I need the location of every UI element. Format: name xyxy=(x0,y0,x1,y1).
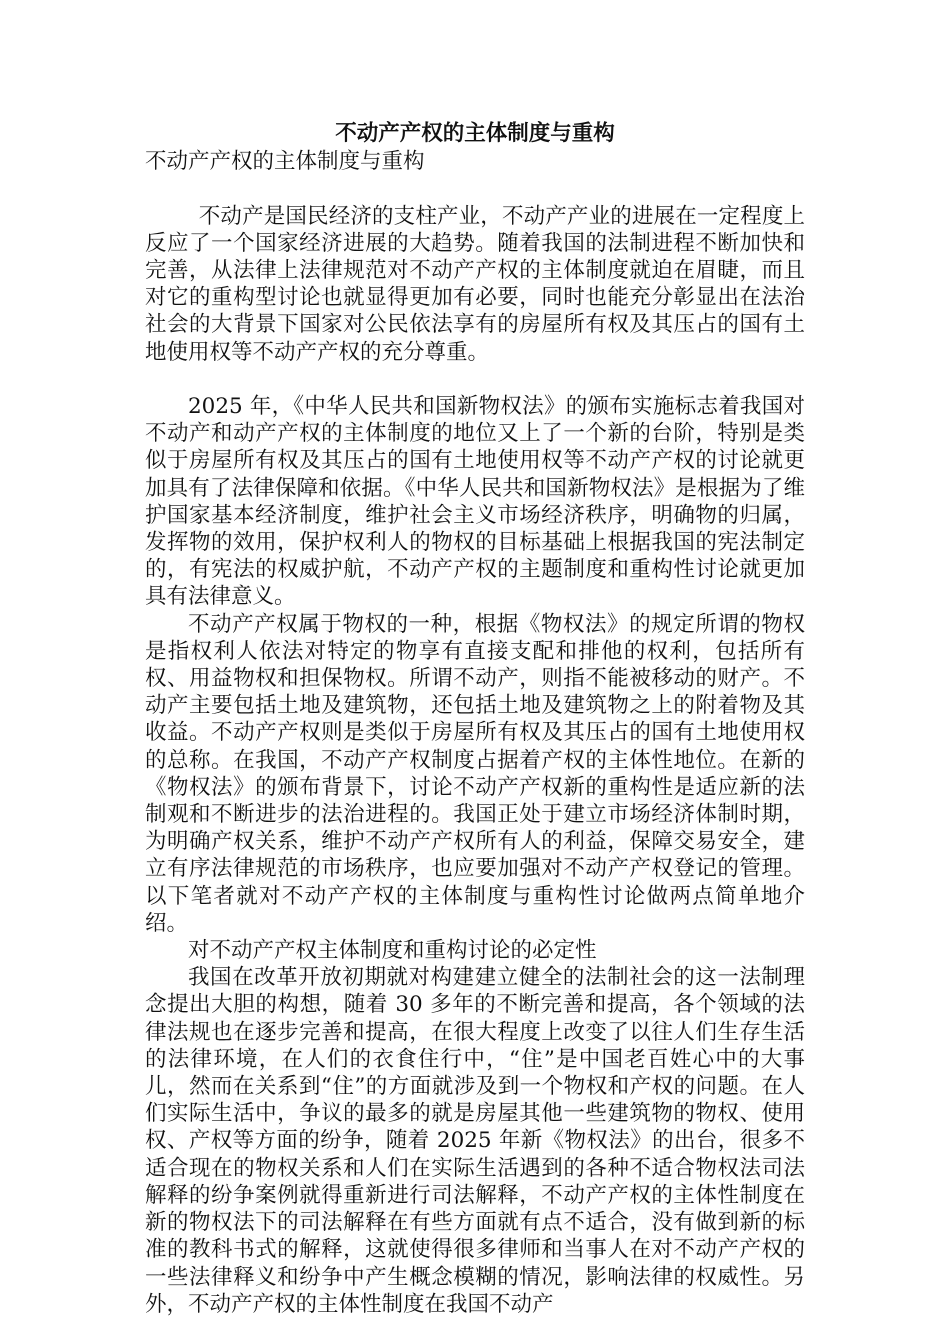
paragraph-real-estate-rights: 不动产产权属于物权的一种，根据《物权法》的规定所谓的物权是指权利人依法对特定的物享有直接支配和排他的权利，包括所有权、用益物权和担保物权。所谓不动产，则指不能被移动的财产。不动产主要包括土地及建筑物，还包括土地及建筑物之上的附着物及其收益。不动产产权则是类似于房屋所有权及其压占的国有土地使用权的总称。在我国，不动产产权制度占据着产权的主体性地位。在新的《物权法》的颁布背景下，讨论不动产产权新的重构性是适应新的法制观和不断进步的法治进程的。我国正处于建立市场经济体制时期，为明确产权关系，维护不动产产权所有人的利益，保障交易安全，建立有序法律规范的市场秩序，也应要加强对不动产产权登记的管理。以下笔者就对不动产产权的主体制度与重构性讨论做两点简单地介绍。 xyxy=(145,611,805,936)
paragraph-necessity: 我国在改革开放初期就对构建建立健全的法制社会的这一法制理念提出大胆的构想，随着 30 多年的不断完善和提高，各个领域的法律法规也在逐步完善和提高，在很大程度上改变了以往人们生存生活的法律环境，在人们的衣食住行中，“住”是中国老百姓心中的大事儿，然而在关系到“住”的方面就涉及到一个物权和产权的问题。在人们实际生活中，争议的最多的就是房屋其他一些建筑物的物权、使用权、产权等方面的纷争，随着 2025 年新《物权法》的出台，很多不适合现在的物权关系和人们在实际生活遇到的各种不适合物权法司法解释的纷争案例就得重新进行司法解释，不动产产权的主体性制度在新的物权法下的司法解释在有些方面就有点不适合，没有做到新的标准的教科书式的解释，这就使得很多律师和当事人在对不动产产权的一些法律释义和纷争中产生概念模糊的情况，影响法律的权威性。另外，不动产产权的主体性制度在我国不动产 xyxy=(145,965,805,1317)
blank-line xyxy=(145,175,805,202)
section-heading: 对不动产产权主体制度和重构讨论的必定性 xyxy=(188,938,597,964)
document-subtitle: 不动产产权的主体制度与重构 xyxy=(145,149,425,175)
document-body xyxy=(145,120,805,1318)
document-title: 不动产产权的主体制度与重构 xyxy=(335,121,615,146)
blank-line xyxy=(145,366,805,393)
paragraph-intro: 不动产是国民经济的支柱产业，不动产产业的进展在一定程度上反应了一个国家经济进展的大趋势。随着我国的法制进程不断加快和完善，从法律上法律规范对不动产产权的主体制度就迫在眉睫，而且对它的重构型讨论也就显得更加有必要，同时也能充分彰显出在法治社会的大背景下国家对公民依法享有的房屋所有权及其压占的国有土地使用权等不动产产权的充分尊重。 xyxy=(145,203,805,365)
paragraph-property-law: 2025 年，《中华人民共和国新物权法》的颁布实施标志着我国对不动产和动产产权的主体制度的地位又上了一个新的台阶，特别是类似于房屋所有权及其压占的国有土地使用权等不动产产权的讨论就更加具有了法律保障和依据。《中华人民共和国新物权法》是根据为了维护国家基本经济制度，维护社会主义市场经济秩序，明确物的归属，发挥物的效用，保护权利人的物权的目标基础上根据我国的宪法制定的，有宪法的权威护航，不动产产权的主题制度和重构性讨论就更加具有法律意义。 xyxy=(145,394,805,610)
